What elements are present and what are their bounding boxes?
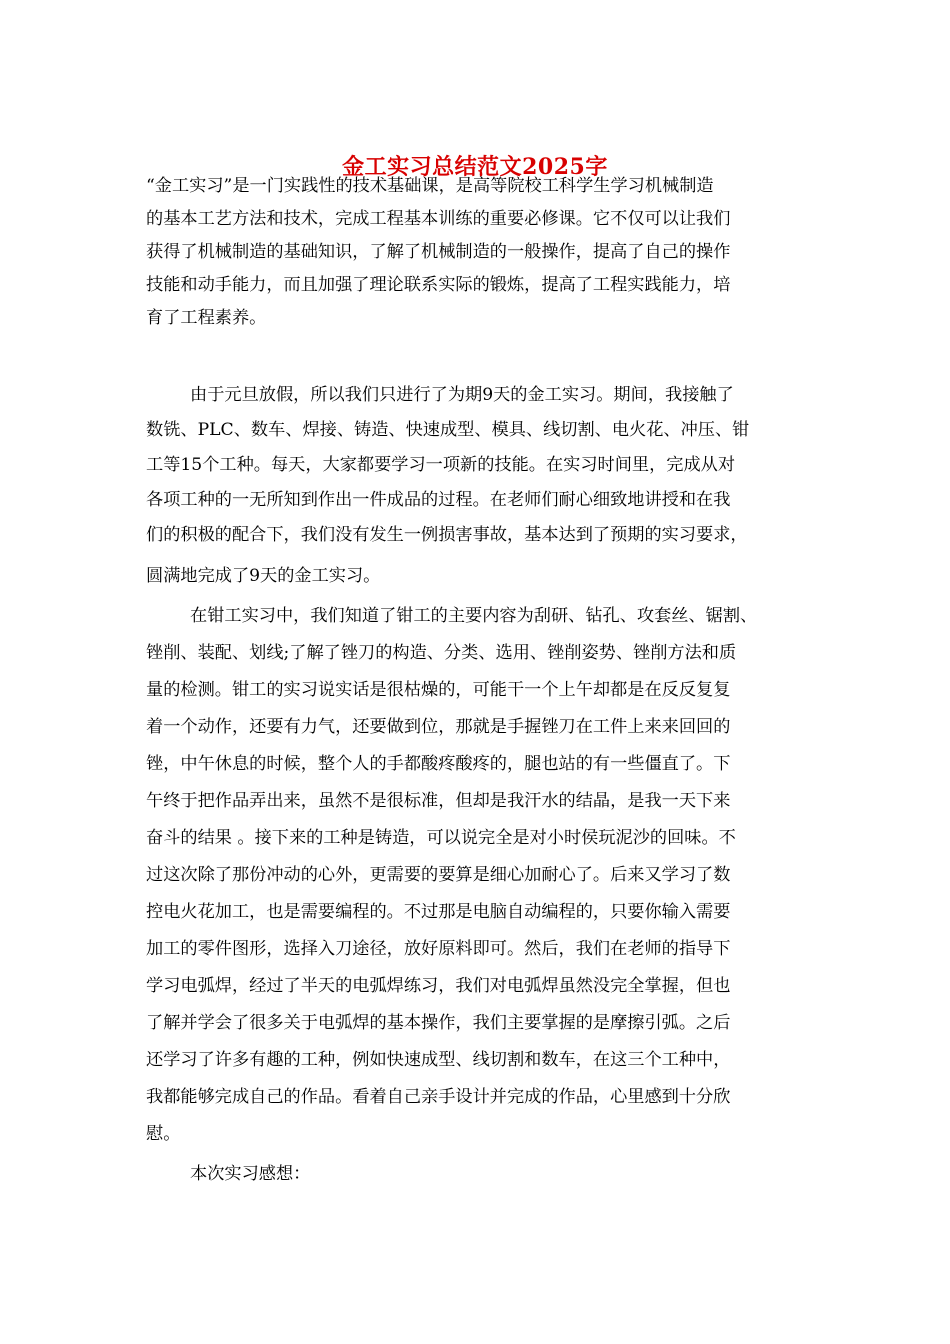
paragraph-3-line-12: 了解并学会了很多关于电弧焊的基本操作，我们主要掌握的是摩擦引弧。之后 (146, 1013, 731, 1033)
paragraph-3-line-7: 奋斗的结果 。接下来的工种是铸造，可以说完全是对小时侯玩泥沙的回味。不 (146, 828, 736, 848)
paragraph-3-line-4: 着一个动作，还要有力气，还要做到位，那就是手握锉刀在工件上来来回回的 (146, 717, 731, 737)
paragraph-1-line-4: 技能和动手能力，而且加强了理论联系实际的锻炼，提高了工程实践能力，培 (146, 275, 731, 295)
paragraph-3-line-3: 量的检测。钳工的实习说实话是很枯燥的，可能干一个上午却都是在反反复复 (146, 680, 731, 700)
paragraph-2-line-3: 工等15个工种。每天，大家都要学习一项新的技能。在实习时间里，完成从对 (146, 455, 736, 475)
paragraph-3-line-1: 在钳工实习中，我们知道了钳工的主要内容为刮研、钻孔、攻套丝、锯割、 (190, 606, 758, 626)
paragraph-4-line-1: 本次实习感想： (190, 1164, 311, 1184)
paragraph-3-line-10: 加工的零件图形，选择入刀途径，放好原料即可。然后，我们在老师的指导下 (146, 939, 731, 959)
paragraph-1-line-5: 育了工程素养。 (146, 308, 267, 328)
document-title: 金工实习总结范文2025字 (342, 154, 608, 180)
paragraph-3-line-9: 控电火花加工，也是需要编程的。不过那是电脑自动编程的，只要你输入需要 (146, 902, 731, 922)
paragraph-3-line-6: 午终于把作品弄出来，虽然不是很标准，但却是我汗水的结晶，是我一天下来 (146, 791, 731, 811)
paragraph-2-line-6: 圆满地完成了9天的金工实习。 (146, 566, 381, 586)
paragraph-1-line-1: “金工实习”是一门实践性的技术基础课，是高等院校工科学生学习机械制造 (146, 176, 714, 196)
paragraph-3-line-13: 还学习了许多有趣的工种，例如快速成型、线切割和数车，在这三个工种中， (146, 1050, 731, 1070)
paragraph-3-line-14: 我都能够完成自己的作品。看着自己亲手设计并完成的作品，心里感到十分欣 (146, 1087, 731, 1107)
paragraph-3-line-11: 学习电弧焊，经过了半天的电弧焊练习，我们对电弧焊虽然没完全掌握，但也 (146, 976, 731, 996)
paragraph-1-line-2: 的基本工艺方法和技术，完成工程基本训练的重要必修课。它不仅可以让我们 (146, 209, 731, 229)
paragraph-3-line-2: 锉削、装配、划线;了解了锉刀的构造、分类、选用、锉削姿势、锉削方法和质 (146, 643, 737, 663)
paragraph-2-line-4: 各项工种的一无所知到作出一件成品的过程。在老师们耐心细致地讲授和在我 (146, 490, 731, 510)
paragraph-2-line-5: 们的积极的配合下，我们没有发生一例损害事故，基本达到了预期的实习要求， (146, 525, 748, 545)
paragraph-3-line-8: 过这次除了那份冲动的心外，更需要的要算是细心加耐心了。后来又学习了数 (146, 865, 731, 885)
paragraph-3-line-15: 慰。 (146, 1124, 181, 1144)
paragraph-2-line-1: 由于元旦放假，所以我们只进行了为期9天的金工实习。期间，我接触了 (190, 385, 734, 405)
paragraph-3-line-5: 锉，中午休息的时候，整个人的手都酸疼酸疼的，腿也站的有一些僵直了。下 (146, 754, 731, 774)
paragraph-1-line-3: 获得了机械制造的基础知识，了解了机械制造的一般操作，提高了自己的操作 (146, 242, 731, 262)
paragraph-2-line-2: 数铣、PLC、数车、焊接、铸造、快速成型、模具、线切割、电火花、冲压、钳 (146, 420, 750, 440)
